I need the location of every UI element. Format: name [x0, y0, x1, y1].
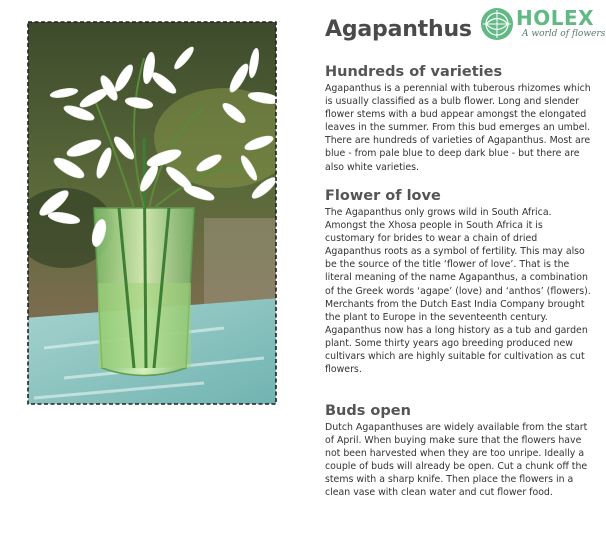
section-body: Dutch Agapanthuses are widely available from the start of April. When buying make sure that the flowers have not been harvested when they are too unripe. Ideally a couple of buds will already be open. Cut a chunk off the stems with a sharp knife. Then place the flowers in a clean vase with clean water and cut flower food.	[325, 422, 588, 499]
section-heading: Flower of love	[325, 188, 441, 204]
section-body: Agapanthus is a perennial with tuberous rhizomes which is usually classified as a bulb flower. Long and slender flower stems with a bud appear amongst the elongated leaves in the summer. From this bud emerges an umbel. There are hundreds of varieties of Agapanthus. Most are blue - from pale blue to deep dark blue - but there are also white varieties.	[325, 83, 591, 173]
section-body: The Agapanthus only grows wild in South Africa. Amongst the Xhosa people in South Africa it is customary for brides to wear a chain of dried Agapanthus roots as a symbol of fertility. This may also be the source of the title ‘flower of love’. That is the literal meaning of the name Agapanthus, a combination of the Greek words ‘agape’ (love) and ‘anthos’ (flowers).	[325, 207, 591, 297]
logo-wordmark: HOLEX	[516, 6, 595, 30]
holex-logo	[480, 4, 606, 44]
page-title: Agapanthus	[325, 17, 472, 42]
section-body: Merchants from the Dutch East India Company brought the plant to Europe in the seventeenth century. Agapanthus now has a long history as a tub and garden plant. Some thirty years ago breeding produced new cultivars which are highly suitable for cultivation as cut flowers.	[325, 298, 588, 376]
section-heading: Hundreds of varieties	[325, 64, 503, 80]
holex-logo-icon	[480, 7, 514, 41]
flower-photo	[24, 18, 280, 408]
logo-tagline: A world of flowers	[522, 29, 606, 39]
section-heading: Buds open	[325, 403, 411, 419]
section-buds-open	[325, 403, 595, 500]
section-flower-of-love	[325, 188, 595, 376]
section-hundreds-of-varieties	[325, 64, 595, 174]
